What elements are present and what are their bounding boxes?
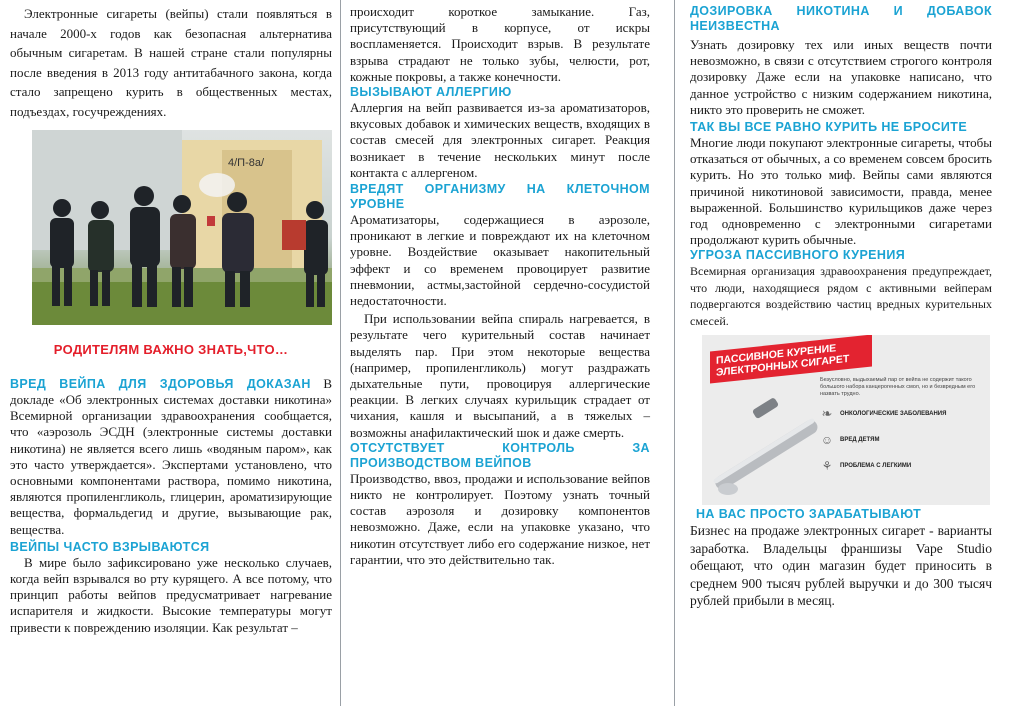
cell-text: Ароматизаторы, содержащиеся в аэрозоле, проникают в легкие и повреждают их на клеточном уровне. Воздействие оказывает накопительный эффект и со временем провоцирует развитие пневмонии, астмы,застойной сердечно-сосудистой недостаточности.: [350, 212, 650, 309]
lungs-icon: ⚘: [821, 459, 833, 474]
control-text: Производство, ввоз, продажи и использование вейпов никто не контролирует. Поэтому узнать точный состав аэрозоля и дозировку компонентов невозможно. Даже, если на упаковке указано, что никотин отсутствует либо его содержание низкое, нет гарантии, что это действительно так.: [350, 470, 650, 567]
earn-text: Бизнес на продаже электронных сигарет - варианты заработка. Владельцы франшизы Vape Studio обещают, что один магазин будет приносить в среднем 900 тысяч рублей выручки и до 300 тысяч рублей прибыли в месяц.: [690, 523, 992, 609]
parents-heading: РОДИТЕЛЯМ ВАЖНО ЗНАТЬ,ЧТО…: [53, 341, 289, 357]
children-icon: ☺: [820, 433, 834, 448]
allergy-heading: ВЫЗЫВАЮТ АЛЛЕРГИЮ: [350, 85, 512, 100]
photo-sign: 4/П-8а/: [228, 156, 265, 169]
poster-items: [820, 407, 984, 473]
ribbon-icon: ❧: [821, 406, 833, 422]
poster-item-oncology: ОНКОЛОГИЧЕСКИЕ ЗАБОЛЕВАНИЯ: [840, 410, 947, 417]
explode-continuation: происходит короткое замыкание. Газ, присутствующий в корпусе, от искры воспламеняется. Происходит взрыв. В результате взрыва страдают не только зубы, челюсти, рот, кожные покровы, а также конечности.: [350, 4, 650, 84]
column-divider-2: [674, 0, 675, 706]
quit-heading: ТАК ВЫ ВСЕ РАВНО КУРИТЬ НЕ БРОСИТЕ: [690, 120, 968, 135]
harm-paragraph: [10, 376, 332, 538]
earn-heading: НА ВАС ПРОСТО ЗАРАБАТЫВАЮТ: [696, 507, 922, 522]
control-heading: ОТСУТСТВУЕТ КОНТРОЛЬ ЗА ПРОИЗВОДСТВОМ ВЕЙПОВ: [350, 440, 650, 470]
column-3: [690, 0, 992, 706]
explode-text: В мире было зафиксировано уже несколько случаев, когда вейп взрывался во рту курящего. А все потому, что принцип работы вейпов предусматривает нагревание испарителя и жидкости. Высокие температуры могут привести к повреждению изоляции. Как результат –: [10, 554, 332, 635]
passive-heading: УГРОЗА ПАССИВНОГО КУРЕНИЯ: [690, 248, 906, 263]
passive-text: Всемирная организация здравоохранения предупреждает, что люди, находящиеся рядом с активными вейперам подвергаются воздействию частиц вредных курительных смесей.: [690, 264, 992, 328]
allergy-text: Аллергия на вейп развивается из-за ароматизаторов, вкусовых добавок и химических веществ, входящих в состав смесей для электронных сигарет. Реакция возникает в течение нескольких минут после контакта с аллергеном.: [350, 100, 650, 180]
quit-text: Многие люди покупают электронные сигареты, чтобы отказаться от обычных, а со временем совсем бросить курить. Но это только миф. Вейпы сами являются причиной никотиновой зависимости, правда, менее выраженной. Большинство курильщиков даже через год одновременно с электронными сигаретами продолжают курить обычные.: [690, 135, 992, 248]
harm-text: В докладе «Об электронных системах доставки никотина» Всемирной организации здравоохранения сообщается, что «аэрозоль ЭСДН (электронные системы доставки никотина) не является всего лишь «водяным паром», как это часто утверждается». Экспертами установлено, что основными компонентами раствора, помимо никотина, являются пропиленгликоль, глицерин, ароматизирующие вещества, формальдегид и другие, вызывающие рак, вещества.: [10, 375, 333, 537]
harm-heading: ВРЕД ВЕЙПА ДЛЯ ЗДОРОВЬЯ ДОКАЗАН: [10, 376, 311, 391]
poster-lead: Безусловно, выдыхаемый пар от вейпа не содержит такого большого набора канцерогенных смол, но и безвредным его назвать трудно.: [820, 377, 976, 397]
column-divider-1: [340, 0, 341, 706]
photo-illustration: [32, 130, 332, 325]
teenagers-vaping-photo: [32, 130, 332, 325]
explode-heading: ВЕЙПЫ ЧАСТО ВЗРЫВАЮТСЯ: [10, 539, 210, 554]
spiral-text: При использовании вейпа спираль нагревается, в результате чего курительный состав начинает выделять пар. При этом некоторые вещества (например, пропиленгликоль) могут раздражать дыхательные пути, провоцируя аллергические реакции. В легких случаях курильщик страдает от чихания, кашля и высыпаний, а в тяжелых –возможны анафилактический шок и даже смерть.: [350, 311, 650, 440]
dose-text: Узнать дозировку тех или иных веществ почти невозможно, в связи с отсутствием строгого контроля дозировку Даже если на упаковке написано, что данное устройство с низким содержанием никотина, никто это проверить не сможет.: [690, 37, 992, 117]
cell-heading: ВРЕДЯТ ОРГАНИЗМУ НА КЛЕТОЧНОМ УРОВНЕ: [350, 182, 650, 212]
dose-heading: ДОЗИРОВКА НИКОТИНА И ДОБАВОК НЕИЗВЕСТНА: [690, 4, 992, 33]
intro-paragraph: Электронные сигареты (вейпы) стали появляться в начале 2000-х годов как безопасная альтернатива обычным сигаретам. В нашей стране стали популярны после введения в 2013 году антитабачного закона, когда стало запрещено курить в общественных местах, подъездах, госучреждениях.: [10, 6, 332, 119]
column-2: [350, 0, 650, 706]
passive-smoking-poster: [702, 335, 990, 505]
poster-item-lungs: ПРОБЛЕМА С ЛЕГКИМИ: [840, 462, 912, 469]
vape-device-icon: [702, 391, 822, 505]
column-1: [10, 0, 332, 706]
poster-banner: ПАССИВНОЕ КУРЕНИЕ ЭЛЕКТРОННЫХ СИГАРЕТ: [710, 335, 872, 384]
poster-item-children: ВРЕД ДЕТЯМ: [840, 436, 880, 443]
